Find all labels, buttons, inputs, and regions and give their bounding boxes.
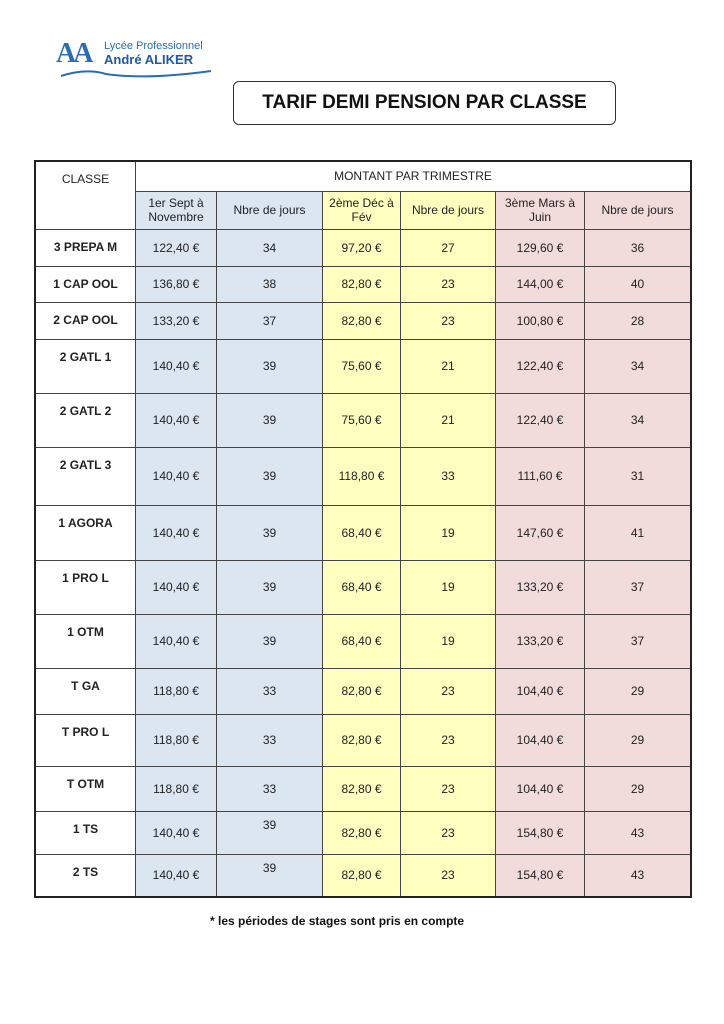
table-cell: 39 bbox=[217, 447, 323, 505]
table-cell: 23 bbox=[401, 766, 496, 811]
table-cell: 75,60 € bbox=[323, 339, 401, 393]
table-cell: 144,00 € bbox=[496, 266, 585, 302]
table-cell: 82,80 € bbox=[323, 266, 401, 302]
logo-line1: Lycée Professionnel bbox=[104, 40, 203, 52]
table-cell: 122,40 € bbox=[496, 339, 585, 393]
table-cell: 43 bbox=[585, 854, 692, 897]
table-cell: 19 bbox=[401, 505, 496, 560]
table-cell: 38 bbox=[217, 266, 323, 302]
table-cell: 29 bbox=[585, 714, 692, 766]
table-cell: 104,40 € bbox=[496, 668, 585, 714]
table-row bbox=[35, 229, 691, 266]
table-row bbox=[35, 302, 691, 339]
table-row bbox=[35, 811, 691, 854]
table-cell: 133,20 € bbox=[136, 302, 217, 339]
table-cell: 154,80 € bbox=[496, 811, 585, 854]
table-cell: 34 bbox=[217, 229, 323, 266]
class-name: T PRO L bbox=[35, 714, 136, 766]
table-cell: 147,60 € bbox=[496, 505, 585, 560]
table-cell: 136,80 € bbox=[136, 266, 217, 302]
class-name: 2 CAP OOL bbox=[35, 302, 136, 339]
table-cell: 68,40 € bbox=[323, 505, 401, 560]
table-cell: 118,80 € bbox=[136, 766, 217, 811]
table-row bbox=[35, 339, 691, 393]
table-cell: 21 bbox=[401, 393, 496, 447]
class-name: 2 GATL 1 bbox=[35, 339, 136, 393]
table-row bbox=[35, 393, 691, 447]
table-cell: 39 bbox=[217, 854, 323, 897]
table-cell: 140,40 € bbox=[136, 447, 217, 505]
class-name: T OTM bbox=[35, 766, 136, 811]
class-name: 1 AGORA bbox=[35, 505, 136, 560]
table-cell: 75,60 € bbox=[323, 393, 401, 447]
column-header: 3ème Mars à Juin bbox=[496, 191, 585, 229]
logo-line2: André ALIKER bbox=[104, 52, 194, 67]
table-cell: 154,80 € bbox=[496, 854, 585, 897]
column-header: 2ème Déc à Fév bbox=[323, 191, 401, 229]
table-cell: 39 bbox=[217, 339, 323, 393]
table-cell: 133,20 € bbox=[496, 560, 585, 614]
tariff-table bbox=[34, 160, 692, 898]
table-cell: 19 bbox=[401, 560, 496, 614]
group-header: MONTANT PAR TRIMESTRE bbox=[136, 161, 692, 191]
class-name: 3 PREPA M bbox=[35, 229, 136, 266]
table-row bbox=[35, 668, 691, 714]
table-cell: 122,40 € bbox=[136, 229, 217, 266]
class-name: 2 GATL 2 bbox=[35, 393, 136, 447]
column-header: 1er Sept à Novembre bbox=[136, 191, 217, 229]
column-header: Nbre de jours bbox=[217, 191, 323, 229]
table-cell: 37 bbox=[217, 302, 323, 339]
table-cell: 140,40 € bbox=[136, 811, 217, 854]
table-cell: 118,80 € bbox=[136, 714, 217, 766]
table-cell: 133,20 € bbox=[496, 614, 585, 668]
table-cell: 23 bbox=[401, 302, 496, 339]
table-cell: 28 bbox=[585, 302, 692, 339]
table-cell: 82,80 € bbox=[323, 766, 401, 811]
table-cell: 29 bbox=[585, 668, 692, 714]
table-cell: 41 bbox=[585, 505, 692, 560]
table-cell: 23 bbox=[401, 266, 496, 302]
table-cell: 23 bbox=[401, 714, 496, 766]
table-cell: 34 bbox=[585, 339, 692, 393]
table-cell: 21 bbox=[401, 339, 496, 393]
table-cell: 36 bbox=[585, 229, 692, 266]
table-cell: 82,80 € bbox=[323, 811, 401, 854]
table-cell: 82,80 € bbox=[323, 854, 401, 897]
table-cell: 23 bbox=[401, 811, 496, 854]
class-name: 1 CAP OOL bbox=[35, 266, 136, 302]
table-cell: 31 bbox=[585, 447, 692, 505]
table-row bbox=[35, 266, 691, 302]
table-row bbox=[35, 854, 691, 897]
table-cell: 140,40 € bbox=[136, 614, 217, 668]
table-row bbox=[35, 447, 691, 505]
table-cell: 82,80 € bbox=[323, 714, 401, 766]
table-cell: 118,80 € bbox=[323, 447, 401, 505]
table-cell: 140,40 € bbox=[136, 854, 217, 897]
table-cell: 68,40 € bbox=[323, 614, 401, 668]
class-name: 2 TS bbox=[35, 854, 136, 897]
table-row bbox=[35, 614, 691, 668]
footnote: * les périodes de stages sont pris en compte bbox=[210, 914, 465, 928]
page-title: TARIF DEMI PENSION PAR CLASSE bbox=[233, 81, 616, 125]
table-cell: 82,80 € bbox=[323, 302, 401, 339]
table-cell: 37 bbox=[585, 614, 692, 668]
column-header: Nbre de jours bbox=[401, 191, 496, 229]
table-cell: 33 bbox=[217, 766, 323, 811]
table-cell: 19 bbox=[401, 614, 496, 668]
table-cell: 111,60 € bbox=[496, 447, 585, 505]
table-cell: 68,40 € bbox=[323, 560, 401, 614]
table-cell: 33 bbox=[401, 447, 496, 505]
class-name: 1 PRO L bbox=[35, 560, 136, 614]
table-cell: 33 bbox=[217, 668, 323, 714]
table-cell: 140,40 € bbox=[136, 505, 217, 560]
column-header: Nbre de jours bbox=[585, 191, 692, 229]
class-name: 1 OTM bbox=[35, 614, 136, 668]
table-cell: 43 bbox=[585, 811, 692, 854]
classe-header: CLASSE bbox=[35, 161, 136, 229]
table-cell: 140,40 € bbox=[136, 393, 217, 447]
table-cell: 34 bbox=[585, 393, 692, 447]
table-cell: 129,60 € bbox=[496, 229, 585, 266]
table-cell: 39 bbox=[217, 811, 323, 854]
table-cell: 118,80 € bbox=[136, 668, 217, 714]
table-cell: 122,40 € bbox=[496, 393, 585, 447]
table-cell: 140,40 € bbox=[136, 560, 217, 614]
table-cell: 37 bbox=[585, 560, 692, 614]
table-row bbox=[35, 714, 691, 766]
table-cell: 104,40 € bbox=[496, 766, 585, 811]
table-row bbox=[35, 766, 691, 811]
table-row bbox=[35, 560, 691, 614]
table-row bbox=[35, 505, 691, 560]
table-cell: 23 bbox=[401, 854, 496, 897]
table-cell: 27 bbox=[401, 229, 496, 266]
table-cell: 97,20 € bbox=[323, 229, 401, 266]
table-cell: 40 bbox=[585, 266, 692, 302]
table-cell: 104,40 € bbox=[496, 714, 585, 766]
table-cell: 39 bbox=[217, 560, 323, 614]
table-cell: 39 bbox=[217, 393, 323, 447]
table-cell: 100,80 € bbox=[496, 302, 585, 339]
table-cell: 39 bbox=[217, 505, 323, 560]
school-logo bbox=[56, 38, 216, 82]
class-name: T GA bbox=[35, 668, 136, 714]
table-cell: 140,40 € bbox=[136, 339, 217, 393]
table-cell: 29 bbox=[585, 766, 692, 811]
class-name: 2 GATL 3 bbox=[35, 447, 136, 505]
table-cell: 39 bbox=[217, 614, 323, 668]
class-name: 1 TS bbox=[35, 811, 136, 854]
table-cell: 33 bbox=[217, 714, 323, 766]
table-cell: 82,80 € bbox=[323, 668, 401, 714]
logo-wave-icon bbox=[56, 68, 216, 80]
logo-mark: AA bbox=[56, 38, 91, 69]
table-cell: 23 bbox=[401, 668, 496, 714]
